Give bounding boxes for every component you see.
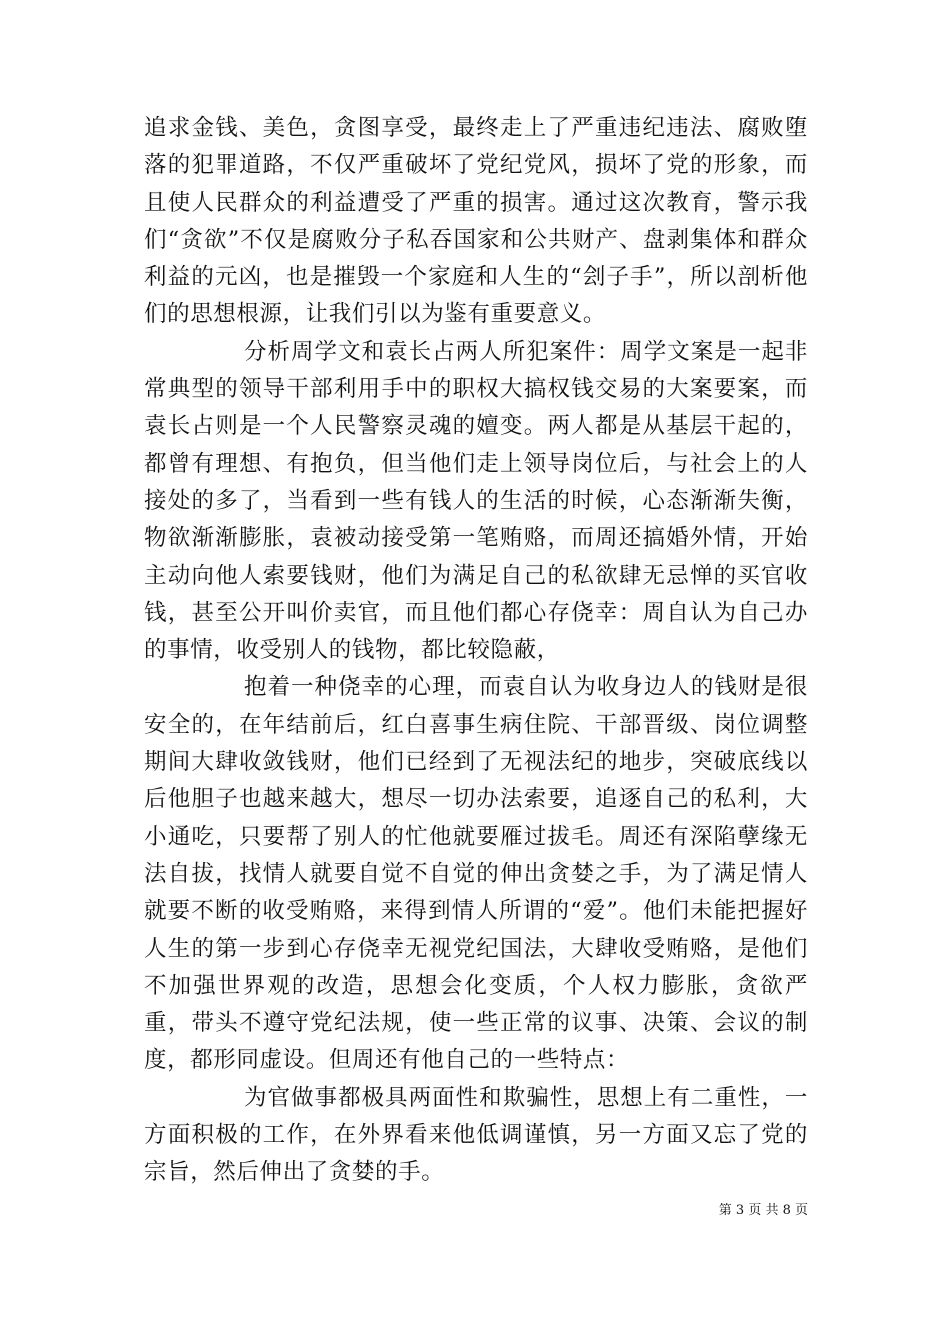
page-number-footer: 第 3 页 共 8 页 (718, 1203, 808, 1218)
paragraph-2: 分析周学文和袁长占两人所犯案件：周学文案是一起非常典型的领导干部利用手中的职权大搞权钱交易的大案要案，而袁长占则是一个人民警察灵魂的嬗变。两人都是从基层干起的，都曾有理想、有抱负，但当他们走上领导岗位后，与社会上的人接处的多了，当看到一些有钱人的生活的时候，心态渐渐失衡，物欲渐渐膨胀，袁被动接受第一笔贿赂，而周还搞婚外情，开始主动向他人索要钱财，他们为满足自己的私欲肆无忌惮的买官收钱，甚至公开叫价卖官，而且他们都心存侥幸：周自认为自己办的事情，收受别人的钱物，都比较隐蔽， (144, 338, 808, 664)
paragraph-1: 追求金钱、美色，贪图享受，最终走上了严重违纪违法、腐败堕落的犯罪道路，不仅严重破坏了党纪党风，损坏了党的形象，而且使人民群众的利益遭受了严重的损害。通过这次教育，警示我们“贪欲”不仅是腐败分子私吞国家和公共财产、盘剥集体和群众利益的元凶，也是摧毁一个家庭和人生的“刽子手”，所以剖析他们的思想根源，让我们引以为鉴有重要意义。 (144, 115, 808, 328)
paragraph-3: 抱着一种侥幸的心理，而袁自认为收身边人的钱财是很安全的，在年结前后，红白喜事生病住院、干部晋级、岗位调整期间大肆收敛钱财，他们已经到了无视法纪的地步，突破底线以后他胆子也越来越大，想尽一切办法索要，追逐自己的私利，大小通吃，只要帮了别人的忙他就要雁过拔毛。周还有深陷孽缘无法自拔，找情人就要自觉不自觉的伸出贪婪之手，为了满足情人就要不断的收受贿赂，来得到情人所谓的“爱”。他们未能把握好人生的第一步到心存侥幸无视党纪国法，大肆收受贿赂，是他们不加强世界观的改造，思想会化变质，个人权力膨胀，贪欲严重，带头不遵守党纪法规，使一些正常的议事、决策、会议的制度，都形同虚设。但周还有他自己的一些特点： (144, 674, 808, 1074)
paragraph-4: 为官做事都极具两面性和欺骗性，思想上有二重性，一方面积极的工作，在外界看来他低调谨慎，另一方面又忘了党的宗旨，然后伸出了贪婪的手。 (144, 1084, 808, 1186)
document-body (144, 110, 808, 1192)
